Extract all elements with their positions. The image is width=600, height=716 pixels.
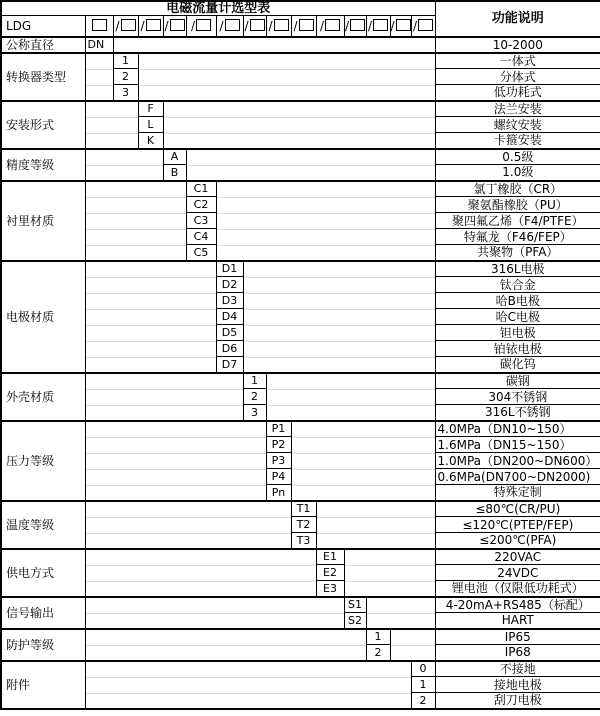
slash-separator: / (190, 19, 196, 34)
function-cell: 氯丁橡胶（CR） (435, 181, 600, 197)
checkbox-slot-icon (170, 19, 185, 31)
category-label: 公称直径 (1, 37, 85, 53)
code-cell: 0 (411, 661, 435, 677)
slash-separator: / (115, 19, 120, 34)
category-label: 供电方式 (1, 549, 85, 597)
code-cell: T1 (291, 501, 316, 517)
function-cell: 螺纹安装 (435, 117, 600, 133)
function-cell: 10-2000 (435, 37, 600, 53)
slash-separator: / (413, 19, 418, 34)
category-label: 防护等级 (1, 629, 85, 661)
code-cell: P4 (266, 469, 291, 485)
function-cell: 316L电极 (435, 261, 600, 277)
category-label: 温度等级 (1, 501, 85, 549)
category-label: 安装形式 (1, 101, 85, 149)
function-cell: 低功耗式 (435, 85, 600, 101)
slash-separator: / (319, 19, 325, 34)
empty-region (85, 629, 366, 661)
slash-separator: / (293, 19, 298, 34)
category-label: 压力等级 (1, 421, 85, 501)
code-cell: D4 (216, 309, 243, 325)
checkbox-slot-icon (373, 19, 388, 31)
function-cell: 锂电池（仅限低功耗式） (435, 581, 600, 597)
slash-separator: / (367, 19, 373, 34)
category-label: 衬里材质 (1, 181, 85, 261)
function-cell: 0.5级 (435, 149, 600, 165)
model-code-slot (291, 16, 316, 37)
code-cell: E3 (316, 581, 344, 597)
function-cell: ≤80℃(CR/PU) (435, 501, 600, 517)
function-cell: 304不锈钢 (435, 389, 600, 405)
slash-separator: / (164, 19, 169, 34)
category-label: 精度等级 (1, 149, 85, 181)
function-cell: 特氟龙（F46/FEP） (435, 229, 600, 245)
slash-separator: / (244, 19, 249, 34)
code-cell: 1 (243, 373, 266, 389)
code-cell: S1 (344, 597, 366, 613)
code-cell: E1 (316, 549, 344, 565)
model-code-slot (138, 16, 163, 37)
checkbox-slot-icon (146, 19, 161, 31)
code-cell: C3 (186, 213, 216, 229)
code-cell: 1 (411, 677, 435, 693)
model-code-slot (243, 16, 266, 37)
category-label: 外壳材质 (1, 373, 85, 421)
code-cell: B (163, 165, 186, 181)
empty-region (390, 629, 435, 661)
model-code-slot (186, 16, 216, 37)
function-cell: 1.6MPa（DN15~150） (435, 437, 600, 453)
empty-region (85, 101, 138, 149)
slash-separator: / (140, 19, 145, 34)
table-title: 电磁流量计选型表 (1, 1, 435, 16)
model-code-slot (316, 16, 344, 37)
empty-region (243, 261, 435, 373)
code-cell: 2 (113, 69, 138, 85)
code-cell: 1 (366, 629, 390, 645)
function-cell: 1.0级 (435, 165, 600, 181)
code-cell: 1 (113, 53, 138, 69)
code-cell: 2 (366, 645, 390, 661)
code-cell: D2 (216, 277, 243, 293)
checkbox-slot-icon (350, 19, 365, 31)
code-cell: D3 (216, 293, 243, 309)
function-cell: 接地电极 (435, 677, 600, 693)
empty-region (163, 101, 435, 149)
code-cell: D6 (216, 341, 243, 357)
code-cell: E2 (316, 565, 344, 581)
empty-region (366, 597, 435, 629)
model-code-slot (390, 16, 411, 37)
function-cell: 聚四氟乙烯（F4/PTFE） (435, 213, 600, 229)
function-cell: 0.6MPa(DN700~DN2000) (435, 469, 600, 485)
code-cell: 2 (411, 693, 435, 709)
slash-separator: / (390, 19, 395, 34)
checkbox-slot-icon (325, 19, 340, 31)
code-cell: Pn (266, 485, 291, 501)
code-cell: DN (85, 37, 113, 53)
model-prefix-label: LDG (1, 16, 85, 37)
function-cell: 聚氨酯橡胶（PU） (435, 197, 600, 213)
code-cell: C1 (186, 181, 216, 197)
function-cell: 分体式 (435, 69, 600, 85)
checkbox-slot-icon (274, 19, 289, 31)
empty-region (85, 181, 186, 261)
code-cell: S2 (344, 613, 366, 629)
category-label: 转换器类型 (1, 53, 85, 101)
checkbox-slot-icon (396, 19, 411, 31)
function-cell: 24VDC (435, 565, 600, 581)
function-cell: 316L不锈钢 (435, 405, 600, 421)
empty-region (266, 373, 435, 421)
function-cell: 碳化钨 (435, 357, 600, 373)
empty-region (85, 549, 316, 597)
function-cell: 4-20mA+RS485（标配） (435, 597, 600, 613)
model-code-slot (266, 16, 291, 37)
code-cell: T2 (291, 517, 316, 533)
empty-region (138, 53, 435, 101)
empty-region (85, 53, 113, 101)
checkbox-slot-icon (299, 19, 314, 31)
code-cell: L (138, 117, 163, 133)
function-cell: 哈C电极 (435, 309, 600, 325)
category-label: 电极材质 (1, 261, 85, 373)
function-cell: ≤120℃(PTEP/FEP) (435, 517, 600, 533)
empty-region (85, 421, 266, 501)
function-cell: 一体式 (435, 53, 600, 69)
checkbox-slot-icon (225, 19, 240, 31)
function-cell: 4.0MPa（DN10~150） (435, 421, 600, 437)
checkbox-slot-icon (418, 19, 433, 31)
code-cell: 3 (243, 405, 266, 421)
code-cell: C4 (186, 229, 216, 245)
function-cell: 钽电极 (435, 325, 600, 341)
empty-region (316, 501, 435, 549)
function-cell: 法兰安装 (435, 101, 600, 117)
empty-region (186, 149, 435, 181)
checkbox-slot-icon (92, 19, 107, 31)
function-cell: ≤200℃(PFA) (435, 533, 600, 549)
model-code-slot (366, 16, 390, 37)
code-cell: D5 (216, 325, 243, 341)
code-cell: C5 (186, 245, 216, 261)
category-label: 信号输出 (1, 597, 85, 629)
model-code-slot (216, 16, 243, 37)
model-code-slot (113, 16, 138, 37)
model-code-slot (85, 16, 113, 37)
function-cell: IP65 (435, 629, 600, 645)
checkbox-slot-icon (250, 19, 265, 31)
function-cell: 钛合金 (435, 277, 600, 293)
code-cell: C2 (186, 197, 216, 213)
function-cell: 1.0MPa（DN200~DN600） (435, 453, 600, 469)
empty-region (113, 37, 435, 53)
code-cell: F (138, 101, 163, 117)
function-cell: 特殊定制 (435, 485, 600, 501)
empty-region (216, 181, 435, 261)
function-cell: 220VAC (435, 549, 600, 565)
code-cell: 3 (113, 85, 138, 101)
empty-region (85, 373, 243, 421)
function-cell: IP68 (435, 645, 600, 661)
slash-separator: / (219, 19, 224, 34)
slash-separator: / (344, 19, 350, 34)
function-cell: 共聚物（PFA） (435, 245, 600, 261)
empty-region (291, 421, 435, 501)
checkbox-slot-icon (196, 19, 211, 31)
code-cell: T3 (291, 533, 316, 549)
code-cell: P2 (266, 437, 291, 453)
category-label: 附件 (1, 661, 85, 709)
empty-region (85, 261, 216, 373)
model-code-slot (344, 16, 366, 37)
code-cell: P1 (266, 421, 291, 437)
empty-region (85, 501, 291, 549)
empty-region (85, 149, 163, 181)
function-column-header: 功能说明 (435, 1, 600, 37)
code-cell: D1 (216, 261, 243, 277)
empty-region (85, 661, 411, 709)
function-cell: 卡箍安装 (435, 133, 600, 149)
model-code-slot (163, 16, 186, 37)
function-cell: 刮刀电极 (435, 693, 600, 709)
function-cell: 铂铱电极 (435, 341, 600, 357)
checkbox-slot-icon (121, 19, 136, 31)
function-cell: 碳钢 (435, 373, 600, 389)
empty-region (344, 549, 435, 597)
code-cell: D7 (216, 357, 243, 373)
function-cell: 不接地 (435, 661, 600, 677)
function-cell: HART (435, 613, 600, 629)
function-cell: 哈B电极 (435, 293, 600, 309)
model-code-slot (411, 16, 435, 37)
code-cell: P3 (266, 453, 291, 469)
empty-region (85, 597, 344, 629)
code-cell: K (138, 133, 163, 149)
slash-separator: / (268, 19, 273, 34)
code-cell: 2 (243, 389, 266, 405)
code-cell: A (163, 149, 186, 165)
